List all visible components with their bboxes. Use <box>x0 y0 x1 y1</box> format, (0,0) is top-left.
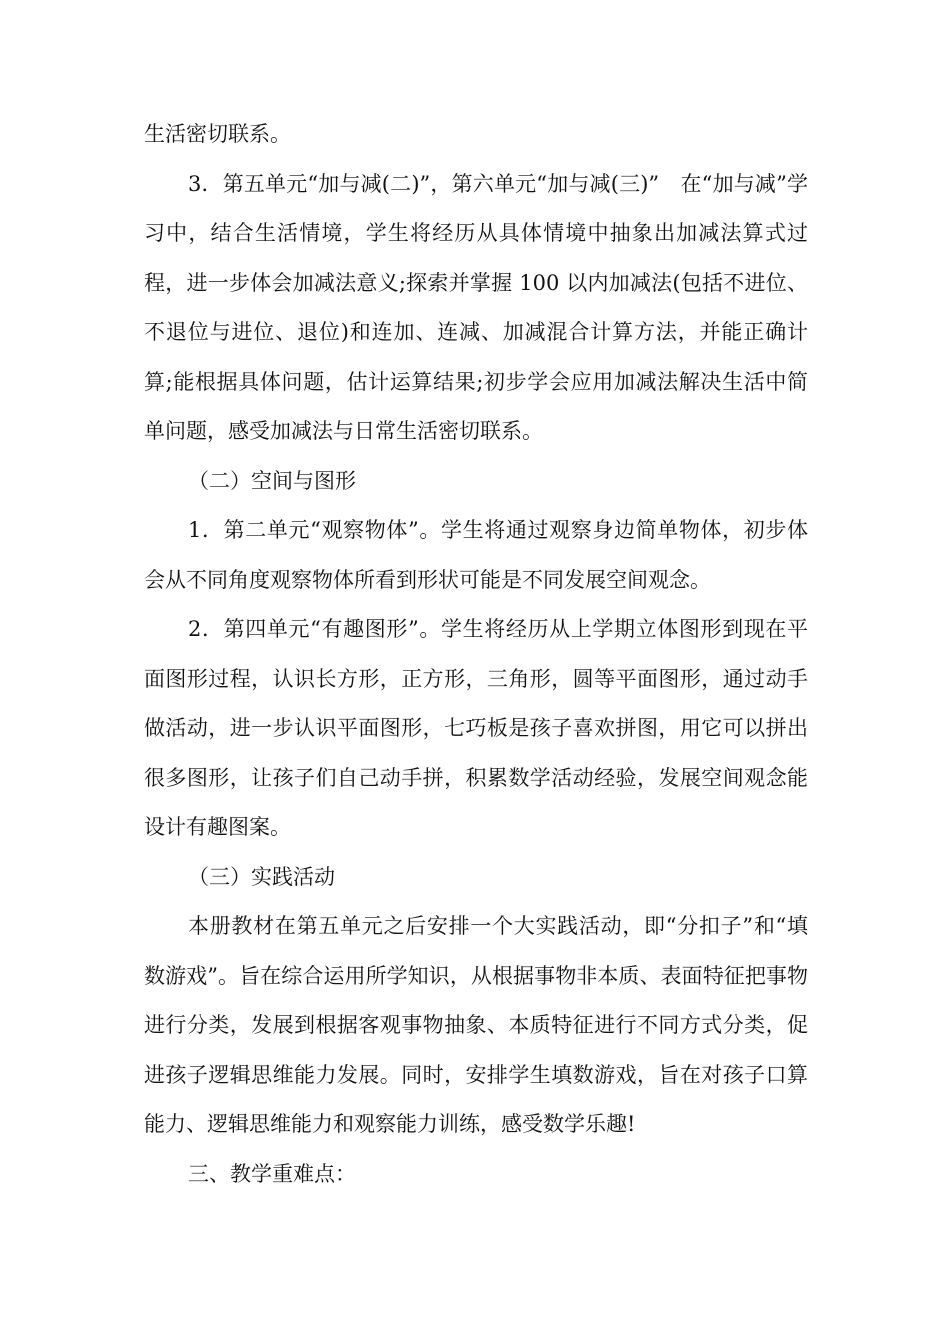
paragraph-continuation: 生活密切联系。 <box>144 122 291 146</box>
section-heading-key-points: 三、教学重难点： <box>188 1161 356 1186</box>
paragraph-practice-activity: 本册教材在第五单元之后安排一个大实践活动，即“分扣子”和“填数游戏”。旨在综合运用所学知识，从根据事物非本质、表面特征把事物进行分类，发展到根据客观事物抽象、本质特征进行不同方式分类，促进孩子逻辑思维能力发展。同时，安排学生填数游戏，旨在对孩子口算能力、逻辑思维能力和观察能力训练，感受数学乐趣! <box>144 914 808 1136</box>
section-heading-space-shapes: （二）空间与图形 <box>188 468 356 493</box>
paragraph-unit-4: 2．第四单元“有趣图形”。学生将经历从上学期立体图形到现在平面图形过程，认识长方形，正方形，三角形，圆等平面图形，通过动手做活动，进一步认识平面图形，七巧板是孩子喜欢拼图，用它可以拼出很多图形，让孩子们自己动手拼，积累数学活动经验，发展空间观念能设计有趣图案。 <box>144 617 808 839</box>
paragraph-unit-2: 1．第二单元“观察物体”。学生将通过观察身边简单物体，初步体会从不同角度观察物体所看到形状可能是不同发展空间观念。 <box>144 518 808 592</box>
section-heading-practice: （三）实践活动 <box>188 864 335 889</box>
paragraph-unit-5-6: 3．第五单元“加与减(二)”，第六单元“加与减(三)” 在“加与减”学习中，结合生活情境，学生将经历从具体情境中抽象出加减法算式过程，进一步体会加减法意义;探索并掌握 100 以内加减法(包括不进位、不退位与进位、退位)和连加、连减、加减混合计算方法，并能正确计算;能根据具体问题，估计运算结果;初步学会应用加减法解决生活中简单问题，感受加减法与日常生活密切联系。 <box>144 171 808 443</box>
document-body <box>144 110 808 1199</box>
